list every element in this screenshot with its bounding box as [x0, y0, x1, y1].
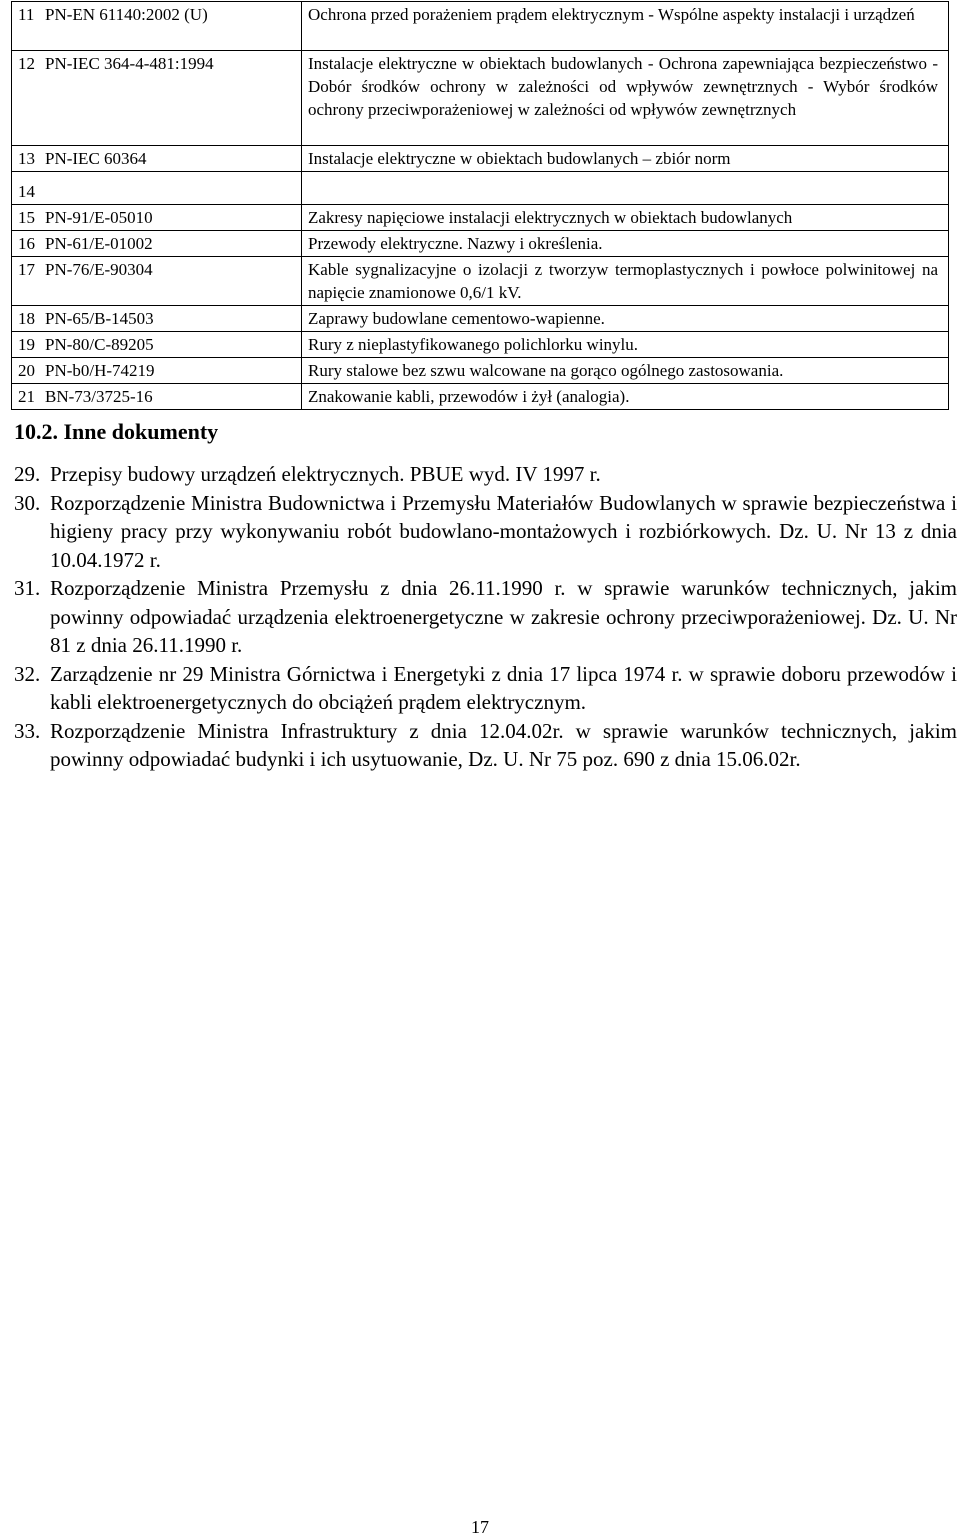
standard-code: PN-80/C-89205 — [37, 332, 302, 358]
standard-code: BN-73/3725-16 — [37, 384, 302, 410]
standards-table — [11, 1, 949, 410]
table-row — [12, 306, 949, 332]
row-number: 18 — [12, 306, 38, 332]
standard-title: Znakowanie kabli, przewodów i żył (analogia). — [302, 384, 949, 410]
standard-title — [302, 172, 949, 205]
document-number: 29. — [14, 462, 41, 486]
standard-code: PN-b0/H-74219 — [37, 358, 302, 384]
document-number: 30. — [14, 490, 41, 515]
standard-code: PN-91/E-05010 — [37, 205, 302, 231]
table-row — [12, 231, 949, 257]
document-number: 32. — [14, 661, 41, 686]
standard-title: Kable sygnalizacyjne o izolacji z tworzyw termoplastycznych i powłoce polwinitowej na napięcie znamionowe 0,6/1 kV. — [302, 257, 949, 306]
table-row — [12, 2, 949, 51]
document-text: Zarządzenie nr 29 Ministra Górnictwa i Energetyki z dnia 17 lipca 1974 r. w sprawie doboru przewodów i kabli elektroenergetycznych do obciążeń prądem elektrycznym. — [50, 661, 957, 714]
standard-code: PN-65/B-14503 — [37, 306, 302, 332]
table-row — [12, 146, 949, 172]
standard-code — [37, 172, 302, 205]
row-number: 17 — [12, 257, 38, 306]
row-number: 14 — [12, 172, 38, 205]
standard-code: PN-IEC 364-4-481:1994 — [37, 51, 302, 146]
row-number: 12 — [12, 51, 38, 146]
standard-title: Rury z nieplastyfikowanego polichlorku winylu. — [302, 332, 949, 358]
list-item — [14, 717, 957, 774]
document-text: Przepisy budowy urządzeń elektrycznych. PBUE wyd. IV 1997 r. — [50, 462, 601, 486]
standard-title: Zakresy napięciowe instalacji elektrycznych w obiektach budowlanych — [302, 205, 949, 231]
section-heading: 10.2. Inne dokumenty — [14, 419, 219, 444]
standard-title: Instalacje elektryczne w obiektach budowlanych – zbiór norm — [302, 146, 949, 172]
standard-code: PN-76/E-90304 — [37, 257, 302, 306]
document-number: 31. — [14, 576, 41, 600]
standard-code: PN-EN 61140:2002 (U) — [37, 2, 302, 51]
row-number: 20 — [12, 358, 38, 384]
table-row — [12, 51, 949, 146]
row-number: 19 — [12, 332, 38, 358]
standard-title: Instalacje elektryczne w obiektach budowlanych - Ochrona zapewniająca bezpieczeństwo - Dobór środków ochrony w zależności od wpływów zewnętrznych - Wybór środków ochrony przeciwporażeniowej w zależności od wpływów zewnętrznych — [302, 51, 949, 146]
standard-title: Rury stalowe bez szwu walcowane na gorąco ogólnego zastosowania. — [302, 358, 949, 384]
page-number: 17 — [471, 1517, 489, 1537]
row-number: 15 — [12, 205, 38, 231]
document-text: Rozporządzenie Ministra Infrastruktury z dnia 12.04.02r. w sprawie warunków technicznych, jakim powinny odpowiadać budynki i ich usytuowanie, Dz. U. Nr 75 poz. 690 z dnia 15.06.02r. — [50, 718, 957, 771]
table-row — [12, 384, 949, 410]
list-item — [14, 660, 957, 717]
table-row — [12, 332, 949, 358]
standard-title: Ochrona przed porażeniem prądem elektrycznym - Wspólne aspekty instalacji i urządzeń — [302, 2, 949, 51]
standard-code: PN-61/E-01002 — [37, 231, 302, 257]
document-text: Rozporządzenie Ministra Budownictwa i Przemysłu Materiałów Budowlanych w sprawie bezpieczeństwa i higieny pracy przy wykonywaniu robót budowlano-montażowych i rozbiórkowych. Dz. U. Nr 13 z dnia 10.04.1972 r. — [50, 490, 957, 572]
documents-list — [14, 460, 957, 774]
table-row — [12, 172, 949, 205]
standard-code: PN-IEC 60364 — [37, 146, 302, 172]
row-number: 21 — [12, 384, 38, 410]
list-item — [14, 489, 957, 575]
table-row — [12, 257, 949, 306]
document-text: Rozporządzenie Ministra Przemysłu z dnia 26.11.1990 r. w sprawie warunków technicznych, jakim powinny odpowiadać urządzenia elektroenergetyczne w zakresie ochrony przeciwporażeniowej. Dz. U. Nr 81 z dnia 26.11.1990 r. — [50, 576, 957, 657]
row-number: 16 — [12, 231, 38, 257]
document-number: 33. — [14, 718, 41, 743]
standard-title: Przewody elektryczne. Nazwy i określenia. — [302, 231, 949, 257]
table-row — [12, 205, 949, 231]
standard-title: Zaprawy budowlane cementowo-wapienne. — [302, 306, 949, 332]
list-item — [14, 574, 957, 660]
list-item — [14, 460, 957, 489]
table-row — [12, 358, 949, 384]
row-number: 13 — [12, 146, 38, 172]
row-number: 11 — [12, 2, 38, 51]
